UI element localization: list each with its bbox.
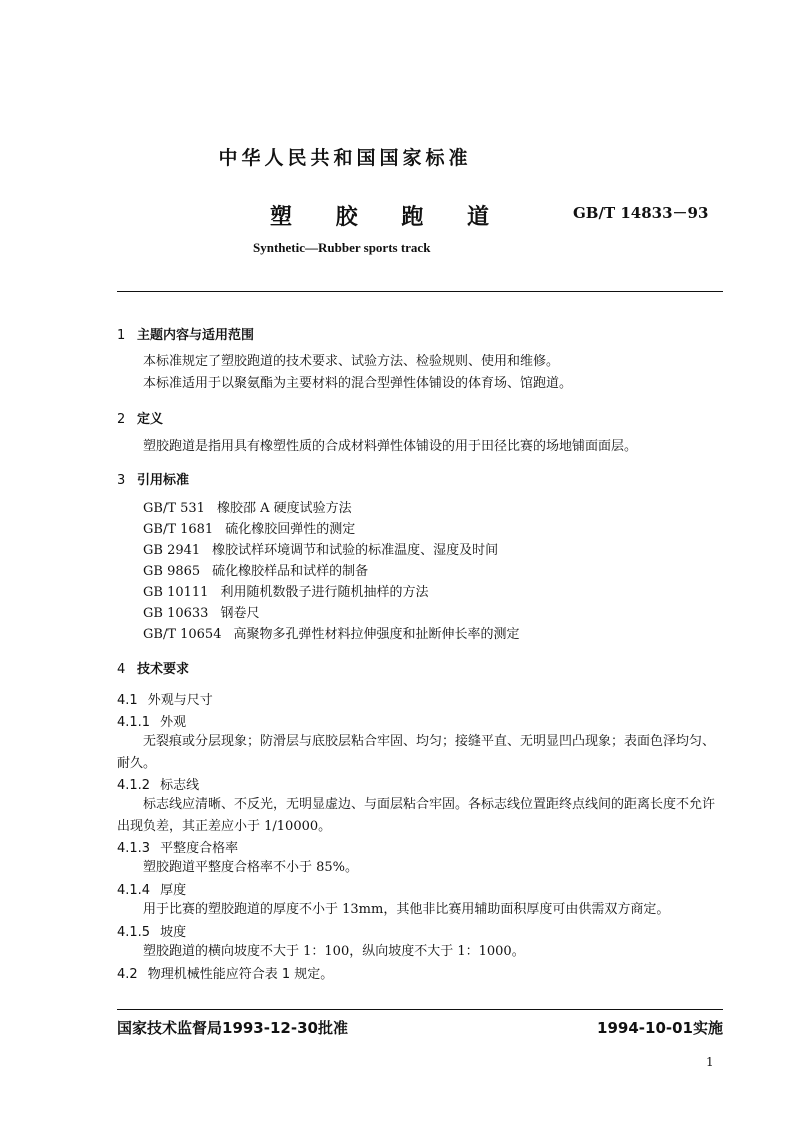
paragraph: 用于比赛的塑胶跑道的厚度不小于 13mm，其他非比赛用辅助面积厚度可由供需双方商定。	[143, 902, 670, 917]
reference-code: GB 10633	[143, 606, 209, 621]
reference-title: 橡胶试样环境调节和试验的标准温度、湿度及时间	[212, 543, 499, 558]
clause-number: 4.2	[117, 967, 138, 982]
standard-type-heading: 中华人民共和国国家标准	[218, 147, 472, 169]
clause-4-1-2	[117, 774, 199, 793]
reference-code: GB/T 1681	[143, 522, 214, 537]
approval-line: 国家技术监督局1993-12-30批准	[117, 1019, 348, 1037]
clause-number: 4.1.2	[117, 778, 151, 793]
clause-title: 外观	[160, 715, 187, 730]
reference-item	[143, 561, 520, 582]
section-2-heading	[117, 408, 163, 427]
clause-number: 4.1	[117, 693, 138, 708]
section-number: 2	[117, 412, 126, 427]
reference-code: GB 9865	[143, 564, 201, 579]
reference-title: 钢卷尺	[220, 606, 260, 621]
clause-title: 标志线	[160, 778, 200, 793]
clause-number: 4.1.4	[117, 883, 151, 898]
section-4-heading	[117, 658, 189, 677]
reference-item	[143, 582, 520, 603]
section-1-heading	[117, 324, 254, 343]
reference-title: 利用随机数骰子进行随机抽样的方法	[220, 585, 429, 600]
reference-code: GB/T 10654	[143, 627, 222, 642]
section-title: 主题内容与适用范围	[137, 328, 255, 343]
section-number: 1	[117, 328, 126, 343]
clause-4-1-4-text	[117, 899, 723, 921]
clause-title: 厚度	[160, 883, 187, 898]
english-title: Synthetic—Rubber sports track	[253, 240, 431, 255]
section-3-heading	[117, 469, 189, 488]
reference-code: GB 2941	[143, 543, 201, 558]
paragraph: 标志线应清晰、不反光，无明显虚边、与面层粘合牢固。各标志线位置距终点线间的距离长度不允许出现负差，其正差应小于 1/10000。	[117, 797, 716, 834]
paragraph: 塑胶跑道是指用具有橡塑性质的合成材料弹性体铺设的用于田径比赛的场地铺面面层。	[143, 439, 638, 454]
clause-4-1-3-text	[117, 857, 723, 879]
clause-4-2	[117, 963, 333, 982]
section-1-body	[117, 351, 723, 395]
reference-list	[143, 498, 520, 645]
clause-title: 坡度	[160, 925, 187, 940]
reference-title: 硫化橡胶回弹性的测定	[225, 522, 356, 537]
document-title: 塑 胶 跑 道	[270, 205, 507, 230]
section-number: 3	[117, 473, 126, 488]
clause-4-1-1-text	[117, 731, 723, 775]
standard-code: GB/T 14833－93	[573, 204, 709, 222]
clause-number: 4.1.5	[117, 925, 151, 940]
clause-title: 物理机械性能应符合表 1 规定。	[147, 967, 334, 982]
reference-title: 橡胶邵 A 硬度试验方法	[216, 501, 352, 516]
reference-item	[143, 603, 520, 624]
reference-code: GB/T 531	[143, 501, 205, 516]
clause-4-1-4	[117, 879, 186, 898]
paragraph: 本标准适用于以聚氨酯为主要材料的混合型弹性体铺设的体育场、馆跑道。	[143, 376, 573, 391]
clause-4-1	[117, 689, 213, 708]
reference-code: GB 10111	[143, 585, 209, 600]
footer-divider	[117, 1009, 723, 1010]
reference-item	[143, 519, 520, 540]
clause-4-1-1	[117, 711, 186, 730]
clause-number: 4.1.3	[117, 841, 151, 856]
reference-item	[143, 498, 520, 519]
section-title: 定义	[137, 412, 164, 427]
paragraph: 本标准规定了塑胶跑道的技术要求、试验方法、检验规则、使用和维修。	[143, 354, 560, 369]
reference-title: 硫化橡胶样品和试样的制备	[212, 564, 369, 579]
clause-4-1-2-text	[117, 794, 723, 838]
section-2-body	[117, 436, 723, 458]
clause-4-1-5	[117, 921, 186, 940]
header-divider	[117, 291, 723, 292]
paragraph: 塑胶跑道平整度合格率不小于 85%。	[143, 860, 359, 875]
reference-title: 高聚物多孔弹性材料拉伸强度和扯断伸长率的测定	[233, 627, 520, 642]
clause-number: 4.1.1	[117, 715, 151, 730]
clause-title: 平整度合格率	[160, 841, 239, 856]
clause-4-1-3	[117, 837, 238, 856]
section-number: 4	[117, 662, 126, 677]
paragraph: 无裂痕或分层现象；防滑层与底胶层粘合牢固、均匀；接缝平直、无明显凹凸现象；表面色泽均匀、耐久。	[117, 734, 716, 771]
implementation-date: 1994-10-01实施	[597, 1019, 723, 1037]
section-title: 技术要求	[137, 662, 190, 677]
clause-4-1-5-text	[117, 941, 723, 963]
section-title: 引用标准	[137, 473, 190, 488]
clause-title: 外观与尺寸	[147, 693, 213, 708]
reference-item	[143, 624, 520, 645]
page-number: 1	[706, 1055, 714, 1069]
paragraph: 塑胶跑道的横向坡度不大于 1：100，纵向坡度不大于 1：1000。	[143, 944, 525, 959]
reference-item	[143, 540, 520, 561]
